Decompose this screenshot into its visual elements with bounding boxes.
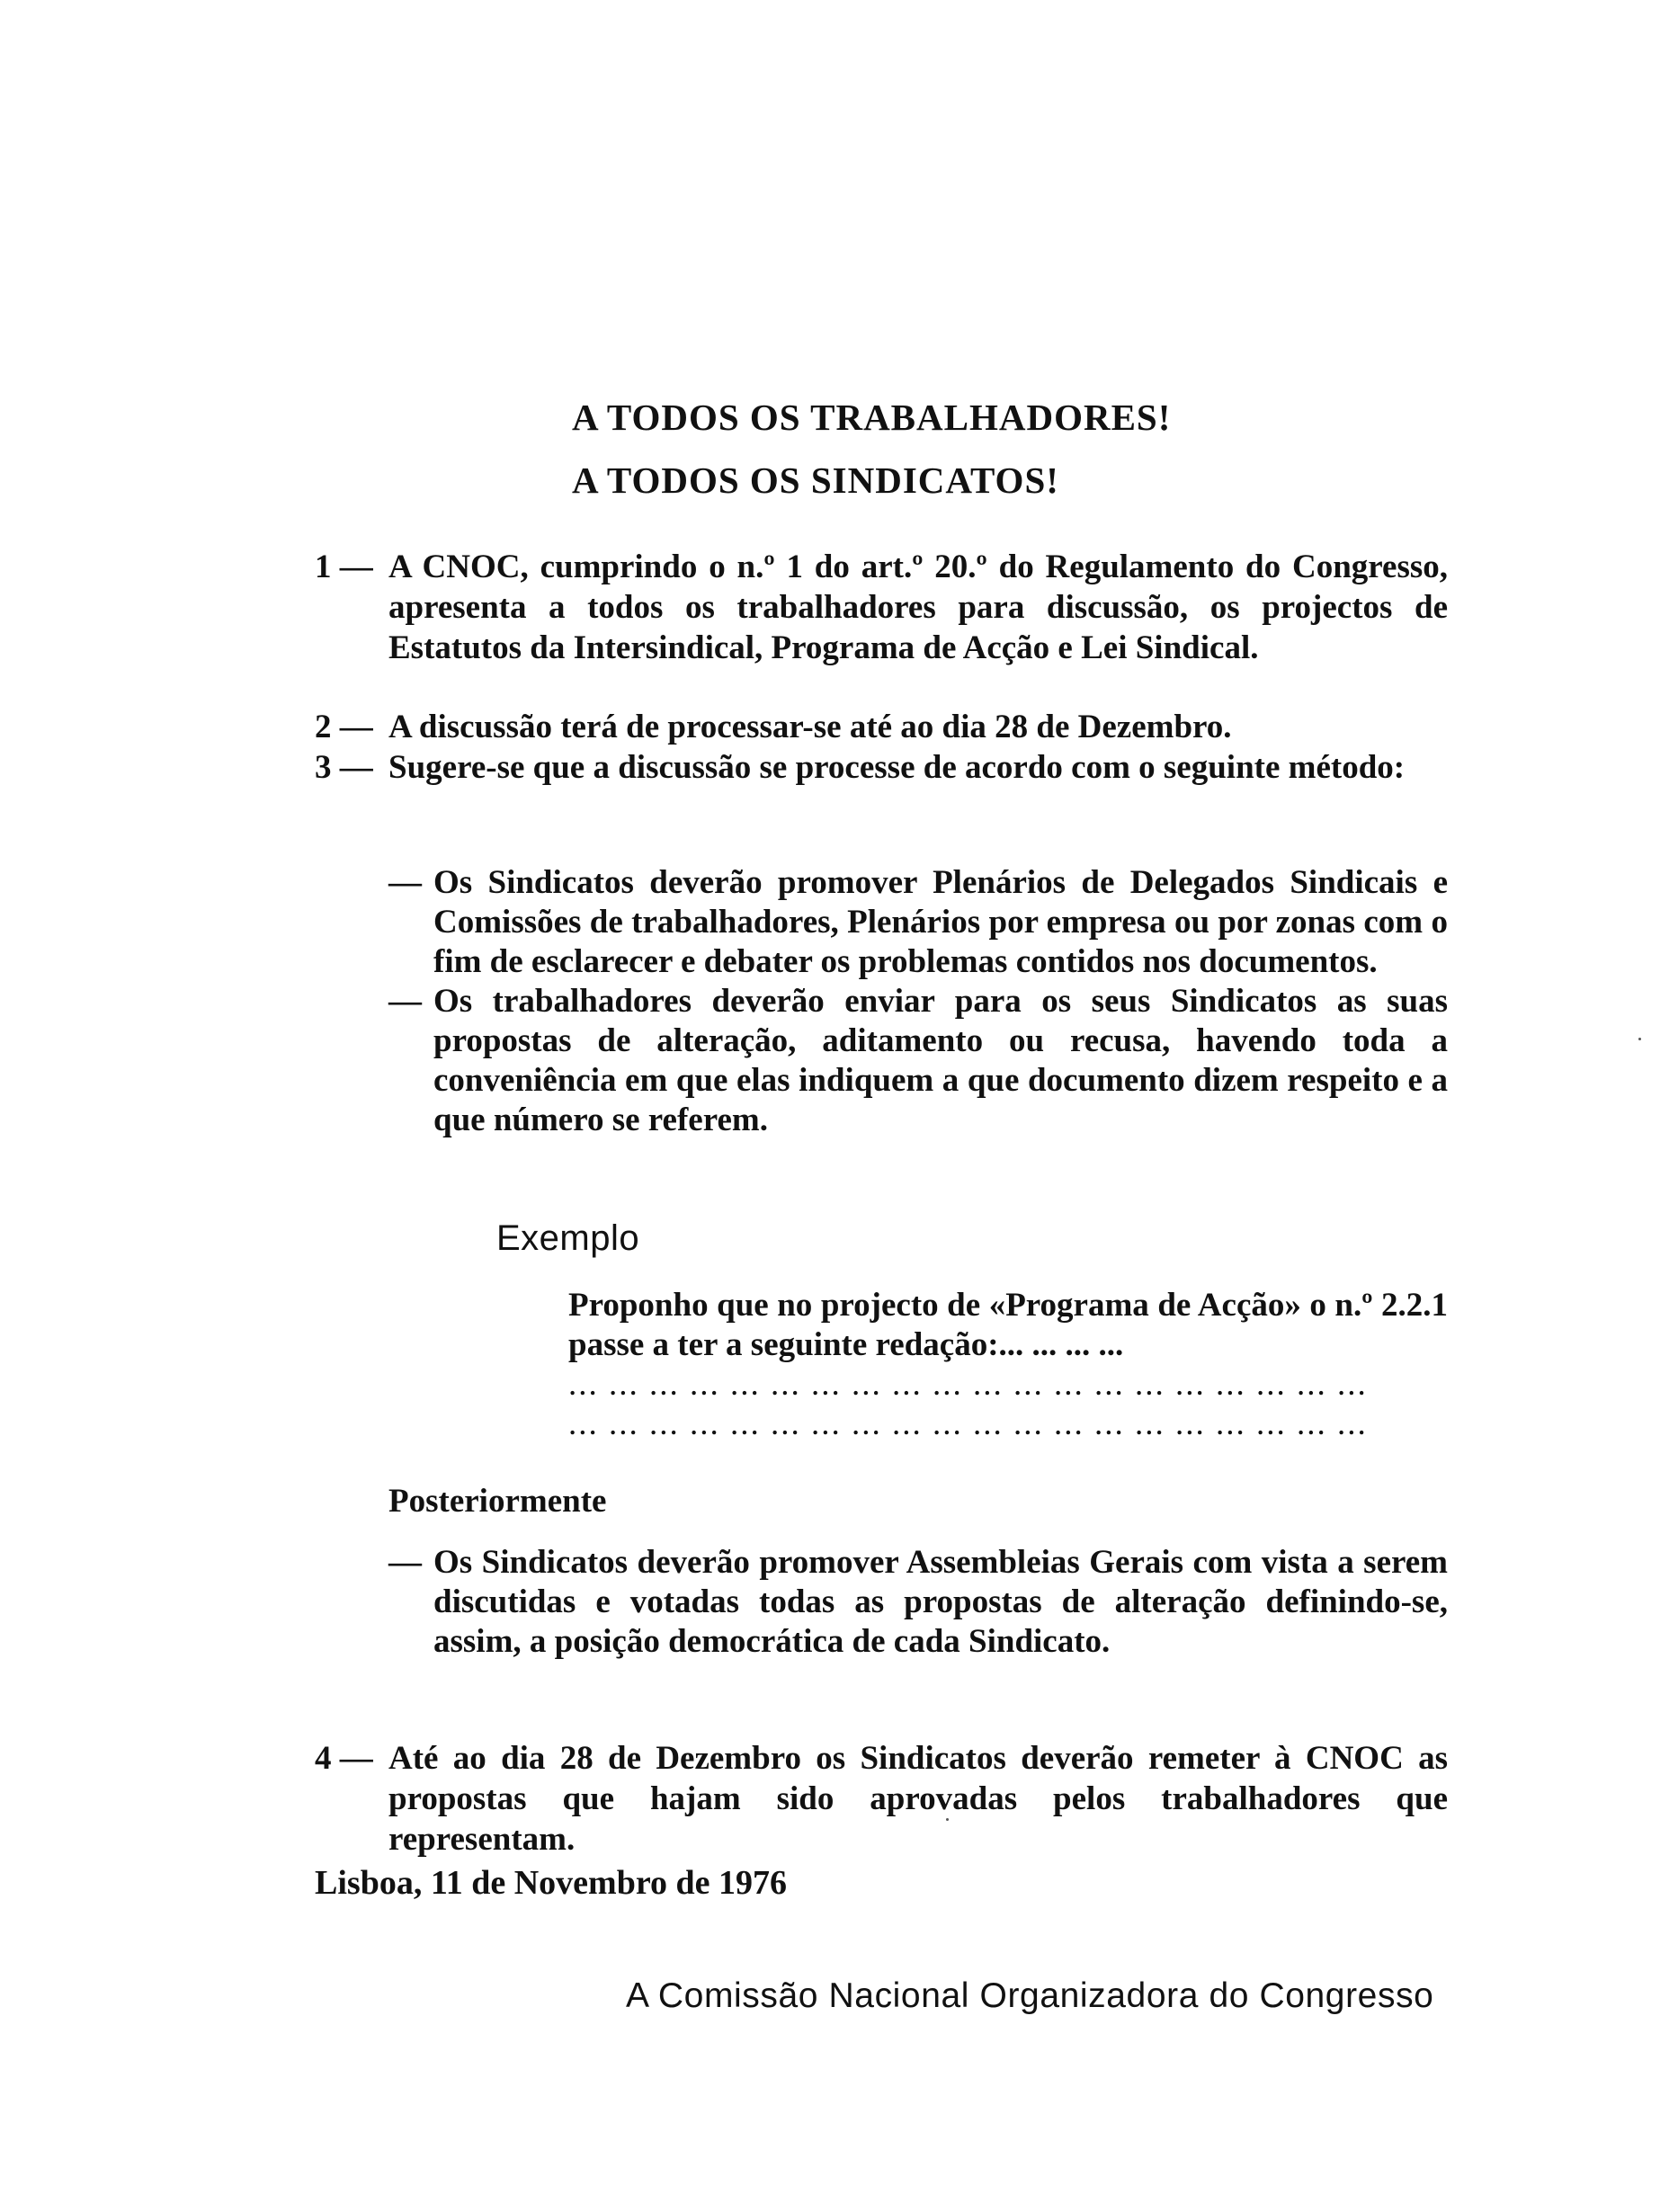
numbered-item-2 (315, 707, 1448, 747)
item-number: 3 — (315, 749, 373, 786)
item-text: A CNOC, cumprindo o n.º 1 do art.º 20.º do Regulamento do Congresso, apresenta a todos os trabalhadores para discussão, os projectos de Estatutos da Intersindical, Programa de Acção e Lei Sindical. (388, 549, 1448, 666)
dash-marker: — (388, 983, 422, 1020)
method-item (388, 863, 1448, 982)
numbered-item-3 (315, 747, 1448, 788)
subsequent-item (388, 1543, 1448, 1662)
item-number: 1 — (315, 549, 373, 585)
example-dots-line: ... ... ... ... ... ... ... ... ... ... ... ... ... ... ... ... ... ... ... ... (568, 1366, 1368, 1403)
scan-speck (1638, 1038, 1641, 1040)
example-body (568, 1286, 1448, 1444)
numbered-item-1 (315, 547, 1448, 668)
scan-speck (946, 1818, 949, 1821)
item-number: 4 — (315, 1740, 373, 1777)
signature: A Comissão Nacional Organizadora do Congresso (626, 1976, 1434, 2015)
dash-marker: — (388, 864, 422, 901)
dateline: Lisboa, 11 de Novembro de 1976 (315, 1864, 788, 1902)
heading-workers: A TODOS OS TRABALHADORES! (572, 397, 1172, 438)
item-text: A discussão terá de processar-se até ao dia 28 de Dezembro. (388, 709, 1232, 745)
method-item-text: Os trabalhadores deverão enviar para os seus Sindicatos as suas propostas de alteração, aditamento ou recusa, havendo toda a conveniência em que elas indiquem a que documento dizem respeito e a que número se referem. (433, 983, 1448, 1138)
example-text: Proponho que no projecto de «Programa de Acção» o n.º 2.2.1 passe a ter a seguinte redação:... ... ... ... (568, 1287, 1448, 1363)
item-text: Até ao dia 28 de Dezembro os Sindicatos deverão remeter à CNOC as propostas que hajam sido aprovadas pelos trabalhadores que representam. (388, 1740, 1448, 1858)
method-list (388, 863, 1448, 1140)
subsequent-item-text: Os Sindicatos deverão promover Assembleias Gerais com vista a serem discutidas e votadas todas as propostas de alteração definindo-se, assim, a posição democrática de cada Sindicato. (433, 1544, 1448, 1660)
heading-unions: A TODOS OS SINDICATOS! (572, 459, 1059, 501)
method-item (388, 982, 1448, 1140)
item-number: 2 — (315, 709, 373, 745)
dash-marker: — (388, 1544, 422, 1581)
subsequent-heading: Posteriormente (388, 1483, 607, 1520)
method-item-text: Os Sindicatos deverão promover Plenários de Delegados Sindicais e Comissões de trabalhadores, Plenários por empresa ou por zonas com o fim de esclarecer e debater os problemas contidos nos documentos. (433, 864, 1448, 980)
numbered-item-4 (315, 1738, 1448, 1860)
example-label: Exemplo (496, 1218, 640, 1258)
subsequent-list (388, 1543, 1448, 1662)
item-text: Sugere-se que a discussão se processe de acordo com o seguinte método: (388, 749, 1406, 786)
example-dots-line: ... ... ... ... ... ... ... ... ... ... ... ... ... ... ... ... ... ... ... ... (568, 1405, 1368, 1442)
